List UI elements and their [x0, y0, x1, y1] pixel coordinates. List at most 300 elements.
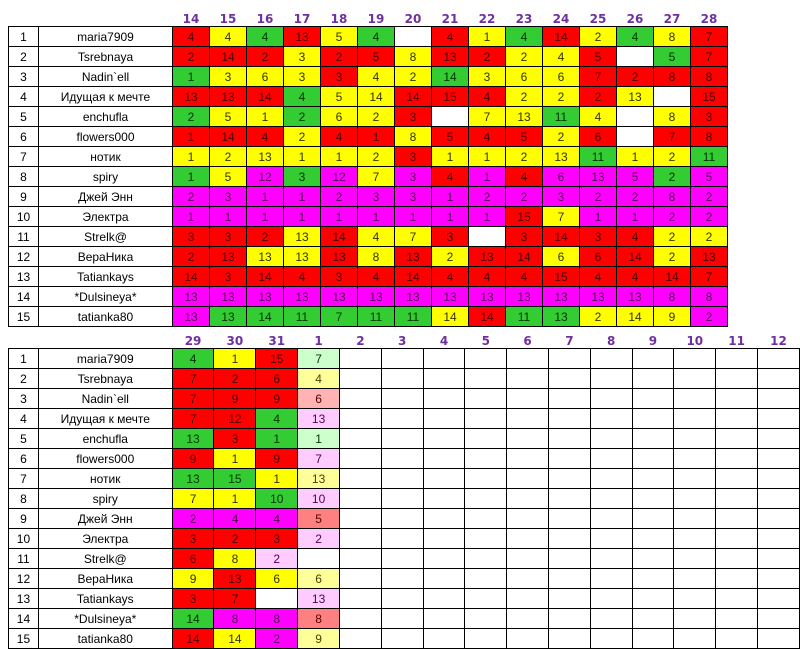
score-cell: 2	[654, 167, 691, 187]
table-row	[9, 187, 728, 207]
score-cell	[758, 629, 800, 649]
score-cell: 4	[543, 47, 580, 67]
participant-name: Tsrebnaya	[39, 47, 173, 67]
score-cell	[590, 489, 632, 509]
score-cell	[632, 589, 674, 609]
score-cell	[716, 349, 758, 369]
score-cell: 13	[284, 247, 321, 267]
score-cell: 3	[214, 429, 256, 449]
score-cell: 2	[543, 127, 580, 147]
score-cell	[507, 549, 549, 569]
score-cell: 3	[210, 267, 247, 287]
day-header-row	[9, 330, 800, 349]
score-cell: 9	[256, 449, 298, 469]
score-cell: 2	[506, 187, 543, 207]
score-cell	[674, 509, 716, 529]
score-cell: 5	[358, 47, 395, 67]
score-cell: 3	[432, 227, 469, 247]
day-header: 6	[523, 334, 532, 348]
row-number: 7	[9, 147, 39, 167]
score-cell	[590, 529, 632, 549]
score-cell: 2	[173, 247, 210, 267]
score-cell: 13	[469, 247, 506, 267]
score-cell: 5	[580, 47, 617, 67]
participant-name: ВераНика	[38, 569, 172, 589]
score-cell: 6	[256, 569, 298, 589]
score-cell: 2	[298, 529, 340, 549]
score-cell: 1	[214, 489, 256, 509]
table-row	[9, 449, 800, 469]
score-cell: 3	[256, 529, 298, 549]
score-cell: 4	[506, 27, 543, 47]
score-cell	[758, 589, 800, 609]
table-row	[9, 307, 728, 327]
score-cell: 13	[172, 429, 214, 449]
score-cell	[423, 409, 465, 429]
score-cell: 1	[617, 207, 654, 227]
score-cell: 8	[691, 127, 728, 147]
day-header: 16	[256, 12, 274, 26]
score-cell	[465, 549, 507, 569]
score-cell: 5	[654, 47, 691, 67]
score-cell	[340, 449, 382, 469]
score-cell: 8	[654, 107, 691, 127]
score-cell: 1	[469, 207, 506, 227]
score-cell	[716, 569, 758, 589]
score-cell	[340, 629, 382, 649]
score-cell: 1	[173, 167, 210, 187]
score-cell	[632, 529, 674, 549]
score-cell: 11	[506, 307, 543, 327]
score-cell: 14	[214, 629, 256, 649]
score-cell: 8	[358, 247, 395, 267]
score-cell: 3	[284, 167, 321, 187]
score-cell: 13	[432, 47, 469, 67]
score-cell	[507, 509, 549, 529]
score-cell: 7	[691, 267, 728, 287]
score-cell: 4	[298, 369, 340, 389]
score-cell: 13	[247, 287, 284, 307]
score-cell: 13	[172, 469, 214, 489]
score-cell	[507, 449, 549, 469]
score-cell: 4	[284, 267, 321, 287]
score-cell: 4	[173, 27, 210, 47]
score-cell	[716, 529, 758, 549]
score-cell: 5	[321, 27, 358, 47]
score-cell: 6	[321, 107, 358, 127]
header-spacer	[9, 8, 39, 27]
score-cell: 4	[580, 107, 617, 127]
top-schedule-table	[8, 8, 728, 327]
score-cell	[716, 489, 758, 509]
score-cell: 14	[543, 27, 580, 47]
row-number: 3	[9, 389, 39, 409]
score-cell: 8	[654, 67, 691, 87]
score-cell	[340, 569, 382, 589]
score-cell: 2	[691, 187, 728, 207]
row-number: 2	[9, 369, 39, 389]
score-cell	[423, 509, 465, 529]
score-cell: 1	[173, 147, 210, 167]
score-cell: 2	[506, 147, 543, 167]
score-cell: 2	[247, 227, 284, 247]
table-row	[9, 509, 800, 529]
score-cell: 14	[654, 267, 691, 287]
score-cell: 1	[358, 127, 395, 147]
score-cell: 1	[214, 449, 256, 469]
score-cell: 2	[506, 87, 543, 107]
score-cell: 2	[395, 67, 432, 87]
score-cell: 7	[543, 207, 580, 227]
table-row	[9, 629, 800, 649]
row-number: 12	[9, 247, 39, 267]
score-cell: 8	[214, 609, 256, 629]
score-cell: 1	[358, 207, 395, 227]
score-cell	[340, 609, 382, 629]
score-cell: 13	[298, 589, 340, 609]
table-row	[9, 389, 800, 409]
score-cell: 8	[214, 549, 256, 569]
score-cell	[617, 127, 654, 147]
score-cell: 4	[617, 267, 654, 287]
score-cell	[758, 449, 800, 469]
day-header: 30	[226, 334, 244, 348]
score-cell: 1	[256, 469, 298, 489]
row-number: 4	[9, 87, 39, 107]
score-cell	[395, 27, 432, 47]
score-cell	[632, 569, 674, 589]
score-cell	[716, 429, 758, 449]
score-cell: 7	[469, 107, 506, 127]
row-number: 11	[9, 227, 39, 247]
score-cell: 14	[506, 247, 543, 267]
day-header: 12	[770, 334, 787, 348]
score-cell: 6	[543, 247, 580, 267]
score-cell: 9	[298, 629, 340, 649]
score-cell	[423, 549, 465, 569]
score-cell: 3	[580, 227, 617, 247]
score-cell	[465, 429, 507, 449]
score-cell: 14	[543, 227, 580, 247]
day-header: 27	[663, 12, 681, 26]
participant-name: Strelk@	[38, 549, 172, 569]
score-cell: 14	[617, 307, 654, 327]
participant-name: *Dulsineya*	[38, 609, 172, 629]
day-header: 21	[441, 12, 459, 26]
table-row	[9, 227, 728, 247]
score-cell: 4	[321, 127, 358, 147]
score-cell	[340, 369, 382, 389]
score-cell	[632, 549, 674, 569]
score-cell: 4	[358, 27, 395, 47]
score-cell: 3	[506, 227, 543, 247]
score-cell: 15	[543, 267, 580, 287]
day-header: 20	[404, 12, 422, 26]
participant-name: Tsrebnaya	[38, 369, 172, 389]
score-cell: 1	[173, 127, 210, 147]
score-cell: 3	[321, 267, 358, 287]
score-cell: 4	[432, 27, 469, 47]
score-cell: 5	[298, 509, 340, 529]
score-cell: 1	[432, 207, 469, 227]
day-header: 22	[478, 12, 496, 26]
score-cell	[548, 409, 590, 429]
score-cell: 8	[256, 609, 298, 629]
score-cell: 4	[469, 127, 506, 147]
score-cell: 4	[617, 227, 654, 247]
score-cell: 4	[432, 267, 469, 287]
score-cell	[423, 429, 465, 449]
table-row	[9, 549, 800, 569]
score-cell	[590, 469, 632, 489]
score-cell	[716, 449, 758, 469]
score-cell	[381, 349, 423, 369]
score-cell: 13	[210, 87, 247, 107]
score-cell: 13	[321, 287, 358, 307]
score-cell	[381, 469, 423, 489]
day-header: 3	[398, 334, 407, 348]
score-cell: 7	[358, 167, 395, 187]
score-cell: 6	[543, 167, 580, 187]
score-cell: 4	[210, 27, 247, 47]
table-row	[9, 349, 800, 369]
score-cell: 6	[298, 389, 340, 409]
score-cell	[632, 509, 674, 529]
score-cell: 2	[284, 127, 321, 147]
score-cell: 11	[691, 147, 728, 167]
day-header: 5	[481, 334, 490, 348]
score-cell	[716, 389, 758, 409]
participant-name: Идущая к мечте	[39, 87, 173, 107]
score-cell: 1	[247, 187, 284, 207]
score-cell: 9	[256, 389, 298, 409]
row-number: 5	[9, 107, 39, 127]
score-cell: 14	[432, 67, 469, 87]
score-cell: 13	[247, 247, 284, 267]
table-row	[9, 287, 728, 307]
day-header: 9	[648, 334, 658, 348]
score-cell	[590, 429, 632, 449]
score-cell: 14	[247, 307, 284, 327]
score-cell	[423, 489, 465, 509]
score-cell: 2	[172, 509, 214, 529]
score-cell: 4	[358, 267, 395, 287]
day-header: 29	[184, 334, 202, 348]
score-cell: 2	[214, 369, 256, 389]
score-cell: 4	[358, 67, 395, 87]
score-cell: 1	[284, 187, 321, 207]
row-number: 13	[9, 267, 39, 287]
score-cell: 3	[469, 67, 506, 87]
score-cell: 7	[580, 67, 617, 87]
row-number: 8	[9, 167, 39, 187]
score-cell	[548, 429, 590, 449]
score-cell	[465, 489, 507, 509]
score-cell	[381, 529, 423, 549]
score-cell: 7	[172, 409, 214, 429]
score-cell: 3	[210, 67, 247, 87]
score-cell: 7	[321, 307, 358, 327]
score-cell	[590, 589, 632, 609]
row-number: 10	[9, 529, 39, 549]
score-cell	[674, 529, 716, 549]
score-cell: 9	[214, 389, 256, 409]
score-cell: 2	[580, 187, 617, 207]
score-cell: 2	[214, 529, 256, 549]
score-cell: 4	[432, 167, 469, 187]
score-cell: 5	[210, 167, 247, 187]
day-header: 11	[728, 334, 745, 348]
score-cell	[548, 449, 590, 469]
row-number: 9	[9, 187, 39, 207]
table-row	[9, 27, 728, 47]
score-cell: 7	[172, 389, 214, 409]
score-cell	[632, 469, 674, 489]
score-cell	[465, 569, 507, 589]
score-cell: 2	[691, 207, 728, 227]
table-row	[9, 107, 728, 127]
score-cell	[632, 429, 674, 449]
score-cell	[381, 389, 423, 409]
score-cell: 6	[580, 247, 617, 267]
score-cell	[590, 349, 632, 369]
score-cell: 4	[247, 127, 284, 147]
score-cell: 4	[506, 167, 543, 187]
row-number: 7	[9, 469, 39, 489]
score-cell: 14	[210, 127, 247, 147]
participant-name: tatianka80	[38, 629, 172, 649]
score-cell	[674, 469, 716, 489]
score-cell: 2	[247, 47, 284, 67]
score-cell: 15	[506, 207, 543, 227]
score-cell	[590, 629, 632, 649]
score-cell	[674, 629, 716, 649]
score-cell: 6	[580, 127, 617, 147]
row-number: 8	[9, 489, 39, 509]
score-cell: 12	[247, 167, 284, 187]
score-cell: 5	[432, 127, 469, 147]
participant-name: spiry	[39, 167, 173, 187]
score-cell: 7	[214, 589, 256, 609]
score-cell	[256, 589, 298, 609]
participant-name: tatianka80	[39, 307, 173, 327]
score-cell	[674, 409, 716, 429]
score-cell: 3	[210, 187, 247, 207]
day-header: 24	[552, 12, 570, 26]
table-row	[9, 409, 800, 429]
score-cell	[507, 529, 549, 549]
score-cell: 13	[617, 287, 654, 307]
score-cell	[507, 409, 549, 429]
score-cell: 9	[172, 449, 214, 469]
score-cell: 2	[210, 147, 247, 167]
score-cell: 14	[247, 87, 284, 107]
score-cell: 13	[210, 287, 247, 307]
score-cell: 1	[284, 207, 321, 227]
score-cell	[465, 349, 507, 369]
score-cell	[632, 629, 674, 649]
score-cell	[340, 349, 382, 369]
score-cell: 14	[395, 87, 432, 107]
score-cell: 5	[506, 127, 543, 147]
participant-name: Strelk@	[39, 227, 173, 247]
score-cell: 14	[432, 307, 469, 327]
score-cell	[340, 489, 382, 509]
row-number: 6	[9, 127, 39, 147]
score-cell	[381, 589, 423, 609]
score-cell	[381, 549, 423, 569]
score-cell: 7	[298, 349, 340, 369]
score-cell: 7	[395, 227, 432, 247]
score-cell: 13	[691, 247, 728, 267]
row-number: 13	[9, 589, 39, 609]
day-header: 17	[293, 12, 311, 26]
day-header: 31	[268, 334, 286, 348]
score-cell: 2	[358, 107, 395, 127]
score-cell: 13	[298, 409, 340, 429]
score-cell: 10	[256, 489, 298, 509]
score-cell	[340, 549, 382, 569]
score-cell: 14	[617, 247, 654, 267]
score-cell: 8	[395, 127, 432, 147]
score-cell	[465, 389, 507, 409]
header-spacer	[38, 330, 172, 349]
score-cell	[507, 389, 549, 409]
score-cell: 8	[298, 609, 340, 629]
score-cell: 14	[395, 267, 432, 287]
score-cell: 6	[247, 67, 284, 87]
score-cell: 7	[654, 127, 691, 147]
score-cell	[632, 409, 674, 429]
row-number: 12	[9, 569, 39, 589]
score-cell	[590, 569, 632, 589]
score-cell: 1	[469, 147, 506, 167]
score-cell	[758, 349, 800, 369]
score-cell	[716, 509, 758, 529]
score-cell	[758, 549, 800, 569]
score-cell	[548, 489, 590, 509]
score-cell	[590, 549, 632, 569]
row-number: 1	[9, 349, 39, 369]
score-cell	[758, 429, 800, 449]
score-cell: 2	[173, 107, 210, 127]
day-header: 7	[565, 334, 574, 348]
score-cell: 1	[284, 147, 321, 167]
score-cell	[632, 609, 674, 629]
table-row	[9, 267, 728, 287]
score-cell	[716, 609, 758, 629]
score-cell	[465, 469, 507, 489]
score-cell: 3	[691, 107, 728, 127]
score-cell: 15	[256, 349, 298, 369]
score-cell: 3	[395, 187, 432, 207]
score-cell	[716, 469, 758, 489]
participant-name: spiry	[38, 489, 172, 509]
score-cell	[590, 609, 632, 629]
score-cell	[423, 349, 465, 369]
score-cell	[340, 529, 382, 549]
score-cell: 15	[691, 87, 728, 107]
score-cell: 7	[298, 449, 340, 469]
score-cell: 4	[284, 87, 321, 107]
row-number: 4	[9, 409, 39, 429]
score-cell: 2	[580, 87, 617, 107]
score-cell	[548, 609, 590, 629]
row-number: 5	[9, 429, 39, 449]
score-cell: 14	[210, 47, 247, 67]
score-cell: 6	[543, 67, 580, 87]
score-cell: 1	[298, 429, 340, 449]
